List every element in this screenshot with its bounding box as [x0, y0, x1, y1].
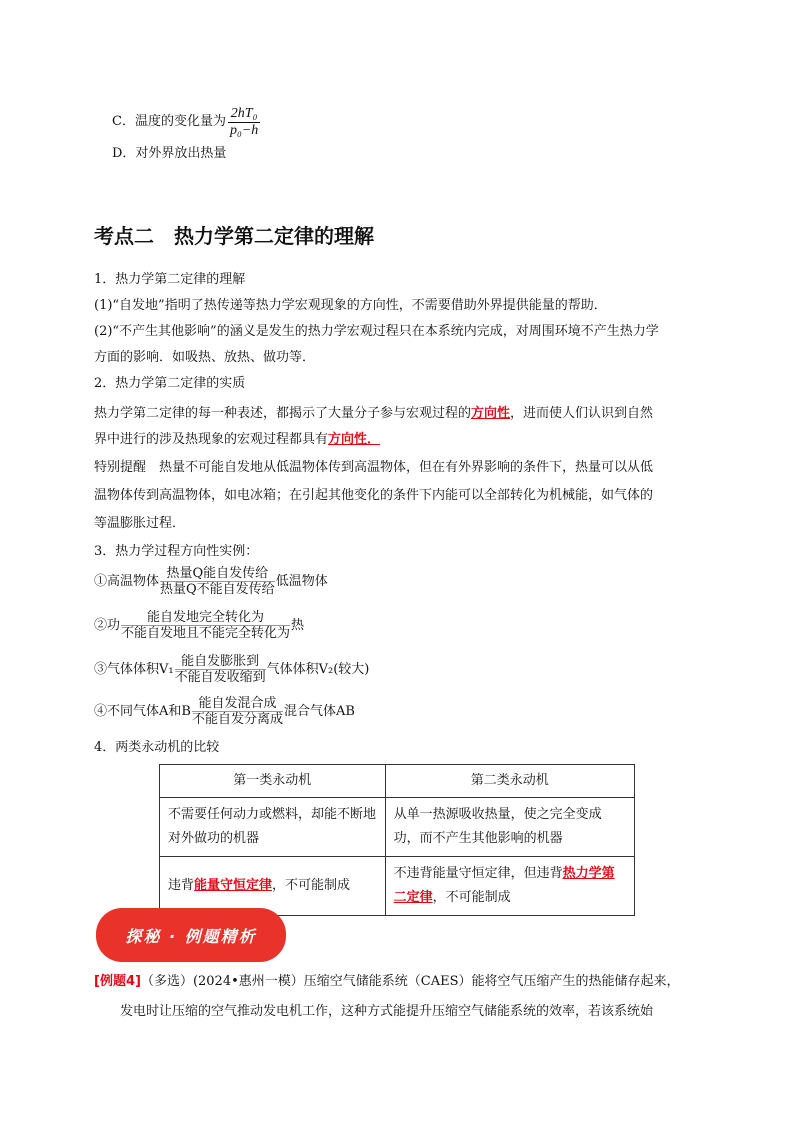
r2c2-b: ，不可能制成	[432, 890, 511, 905]
r2c2-a: 不违背能量守恒定律，但违背	[393, 866, 563, 881]
example-line-2: 发电时让压缩的空气推动发电机工作，这种方式能提升压缩空气储能系统的效率，若该系统始	[120, 1004, 654, 1019]
example-2	[94, 610, 304, 641]
e3-left: ③气体体积V₁	[94, 661, 174, 677]
e3-right: 气体体积V₂(较大)	[266, 661, 370, 677]
r2c1-a: 违背	[168, 878, 195, 893]
example-section-badge: 探秘 · 例题精析	[96, 908, 286, 962]
s2-p1b-text: 界中进行的涉及热现象的宏观过程都具有	[94, 432, 329, 447]
e1-top: 热量Q能自发传给	[160, 566, 275, 582]
s2-p1a-text: 热力学第二定律的每一种表述，都揭示了大量分子参与宏观过程的	[94, 406, 472, 421]
fraction-numerator: 2hT₀	[230, 105, 258, 121]
e2-right: 热	[291, 617, 305, 633]
option-c-fraction	[228, 106, 260, 139]
r1c2: 从单一热源吸收热量，使之完全变成功，而不产生其他影响的机器	[385, 798, 634, 857]
e1-right: 低温物体	[275, 573, 328, 589]
option-c-text: C．温度的变化量为	[112, 114, 226, 129]
option-d: D．对外界放出热量	[112, 146, 227, 161]
s1-p2b: 方面的影响．如吸热、放热、做功等．	[94, 350, 316, 365]
example-label: [例题4]	[94, 974, 141, 989]
e4-right: 混合气体AB	[283, 703, 355, 719]
r2c2	[385, 857, 634, 916]
s2-p1b-highlight: 方向性．	[328, 432, 381, 447]
e2-arrows	[121, 610, 290, 641]
r2c2-highlight: 热力学第二定律	[393, 866, 615, 905]
header-first-kind: 第一类永动机	[160, 765, 386, 798]
s4-title: 4．两类永动机的比较	[94, 740, 220, 755]
s2-p1a-tail: ，进而使人们认识到自然	[510, 406, 654, 421]
e2-bottom: 不能自发地且不能完全转化为	[121, 626, 291, 641]
example-line-1	[94, 972, 680, 992]
e4-left: ④不同气体A和B	[94, 703, 191, 719]
section-heading: 考点二 热力学第二定律的理解	[94, 224, 374, 248]
table-header-row	[160, 765, 635, 798]
s2-p1b	[94, 430, 380, 450]
option-c	[112, 104, 260, 140]
fraction-denominator: p₀−h	[229, 122, 259, 138]
e4-top: 能自发混合成	[192, 696, 283, 712]
header-second-kind: 第二类永动机	[385, 765, 634, 798]
s2-tip-b: 温物体传到高温物体，如电冰箱；在引起其他变化的条件下内能可以全部转化为机械能，如气体的	[94, 488, 654, 503]
r1c1: 不需要任何动力或燃料，却能不断地对外做功的机器	[160, 798, 386, 857]
e1-bottom: 热量Q不能自发传给	[160, 582, 275, 597]
s3-title: 3．热力学过程方向性实例：	[94, 544, 259, 559]
example-1	[94, 566, 328, 597]
e3-arrows	[175, 654, 266, 685]
r2c1-highlight: 能量守恒定律	[194, 878, 273, 893]
s1-p1: (1)“自发地”指明了热传递等热力学宏观现象的方向性，不需要借助外界提供能量的帮助．	[94, 298, 607, 313]
table-row	[160, 857, 635, 916]
e3-bottom: 不能自发收缩到	[174, 670, 266, 685]
e1-left: ①高温物体	[94, 573, 160, 589]
r2c1	[160, 857, 386, 916]
s2-title: 2．热力学第二定律的实质	[94, 376, 246, 391]
s1-title: 1．热力学第二定律的理解	[94, 272, 246, 287]
s2-p1a-highlight: 方向性	[471, 406, 511, 421]
comparison-table	[159, 764, 635, 916]
e3-top: 能自发膨胀到	[175, 654, 266, 670]
e1-arrows	[160, 566, 275, 597]
e4-arrows	[192, 696, 283, 727]
e2-top: 能自发地完全转化为	[121, 610, 290, 626]
s2-tip-a: 特别提醒 热量不可能自发地从低温物体传到高温物体，但在有外界影响的条件下，热量可以从低	[94, 460, 654, 475]
table-row	[160, 798, 635, 857]
e4-bottom: 不能自发分离成	[191, 712, 283, 727]
e2-left: ②功	[94, 617, 121, 633]
example-4	[94, 696, 355, 727]
r2c1-b: ，不可能制成	[272, 878, 351, 893]
example-text-1: （多选）(2024•惠州一模）压缩空气储能系统（CAES）能将空气压缩产生的热能储存起来，	[140, 974, 680, 989]
example-3	[94, 654, 369, 685]
s2-tip-c: 等温膨胀过程．	[94, 516, 186, 531]
s1-p2a: (2)“不产生其他影响”的涵义是发生的热力学宏观过程只在本系统内完成，对周围环境不产生热力学	[94, 324, 659, 339]
s2-p1a	[94, 404, 653, 424]
